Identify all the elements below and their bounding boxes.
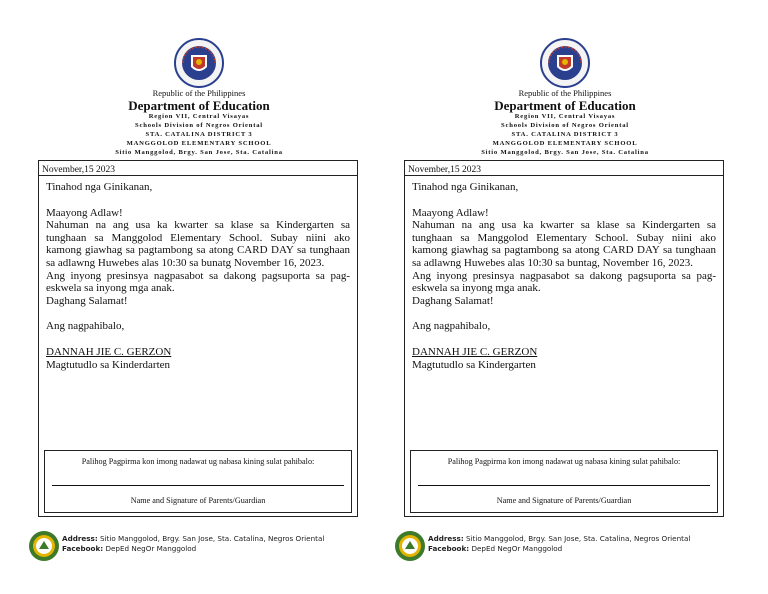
address-value: Sitio Manggolod, Brgy. San Jose, Sta. Catalina, Negros Oriental xyxy=(463,534,691,543)
footer-contact xyxy=(428,534,728,554)
salutation: Tinahod nga Ginikanan, xyxy=(412,181,519,193)
region-line: Region VII, Central Visayas xyxy=(148,113,250,120)
address-value: Sitio Manggolod, Brgy. San Jose, Sta. Catalina, Negros Oriental xyxy=(97,534,325,543)
greeting: Maayong Adlaw! xyxy=(412,206,489,219)
paragraph-1: Nahuman na ang usa ka kwarter sa klase sa Kindergarten sa tunghaan sa Manggolod Elementary School. Subay niini ako kamong giawhag sa pagtambong sa atong CARD DAY sa tunghaan sa adlawng Huwebes alas 10:30 sa bunatg November 16, 2023. xyxy=(46,219,350,269)
school-name: MANGGOLOD ELEMENTARY SCHOOL xyxy=(492,140,638,147)
signer-title: Magtutudlo sa Kinderdarten xyxy=(46,358,171,371)
district-line: STA. CATALINA DISTRICT 3 xyxy=(511,131,619,138)
letter-body xyxy=(412,181,716,371)
acknowledgement-box xyxy=(44,450,352,513)
republic-line: Republic of the Philippines xyxy=(518,88,612,98)
facebook-label: Facebook: xyxy=(62,544,104,553)
address-label: Address: xyxy=(428,534,464,543)
thanks: Daghang Salamat! xyxy=(46,294,128,307)
paragraph-2: Ang inyong presinsya nagpasabot sa dakong pagsuporta sa pag-eskwela sa inyong mga anak. xyxy=(46,269,350,295)
department-title: Department of Education xyxy=(494,98,636,113)
paragraph-1: Nahuman na ang usa ka kwarter sa klase sa Kindergarten sa tunghaan sa Manggolod Elementary School. Subay niini ako kamong giawhag sa pagtambong sa atong CARD DAY sa tunghaan sa adlawng Huwebes alas 10:30 sa buntag, November 16, 2023. xyxy=(412,219,716,269)
letter-box xyxy=(404,160,724,517)
republic-line: Republic of the Philippines xyxy=(152,88,246,98)
school-address: Sitio Manggolod, Brgy. San Jose, Sta. Catalina xyxy=(481,149,649,156)
region-line: Region VII, Central Visayas xyxy=(514,113,616,120)
deped-seal-icon xyxy=(540,38,590,88)
facebook-value: DepEd NegOr Manggolod xyxy=(469,544,563,553)
signature-line xyxy=(52,485,344,486)
school-address: Sitio Manggolod, Brgy. San Jose, Sta. Catalina xyxy=(115,149,283,156)
thanks: Daghang Salamat! xyxy=(412,294,494,307)
sign-prompt: Palihog Pagpirma kon imong nadawat ug nabasa kining sulat pahibalo: xyxy=(447,457,681,466)
facebook-label: Facebook: xyxy=(428,544,470,553)
letter-date: November,15 2023 xyxy=(39,161,357,176)
letter-date: November,15 2023 xyxy=(405,161,723,176)
signer-name: DANNAH JIE C. GERZON xyxy=(46,345,172,358)
division-line: Schools Division of Negros Oriental xyxy=(501,122,629,129)
sign-caption: Name and Signature of Parents/Guardian xyxy=(496,496,632,505)
sign-caption: Name and Signature of Parents/Guardian xyxy=(130,496,266,505)
deped-seal-icon xyxy=(174,38,224,88)
school-logo-icon xyxy=(28,530,60,562)
letter-body xyxy=(46,181,350,371)
department-title: Department of Education xyxy=(128,98,270,113)
closing: Ang nagpahibalo, xyxy=(46,320,125,333)
letter-box xyxy=(38,160,358,517)
salutation: Tinahod nga Ginikanan, xyxy=(46,181,153,193)
acknowledgement-box xyxy=(410,450,718,513)
facebook-value: DepEd NegOr Manggolod xyxy=(103,544,197,553)
signer-title: Magtutudlo sa Kindergarten xyxy=(412,358,536,371)
closing: Ang nagpahibalo, xyxy=(412,320,491,333)
greeting: Maayong Adlaw! xyxy=(46,206,123,219)
letter-right xyxy=(404,0,726,594)
letter-left xyxy=(38,0,360,594)
school-name: MANGGOLOD ELEMENTARY SCHOOL xyxy=(126,140,272,147)
district-line: STA. CATALINA DISTRICT 3 xyxy=(145,131,253,138)
address-label: Address: xyxy=(62,534,98,543)
signature-line xyxy=(418,485,710,486)
division-line: Schools Division of Negros Oriental xyxy=(135,122,263,129)
footer-contact xyxy=(62,534,362,554)
paragraph-2: Ang inyong presinsya nagpasabot sa dakong pagsuporta sa pag-eskwela sa inyong mga anak. xyxy=(412,269,716,295)
school-logo-icon xyxy=(394,530,426,562)
signer-name: DANNAH JIE C. GERZON xyxy=(412,345,538,358)
sign-prompt: Palihog Pagpirma kon imong nadawat ug nabasa kining sulat pahibalo: xyxy=(81,457,315,466)
